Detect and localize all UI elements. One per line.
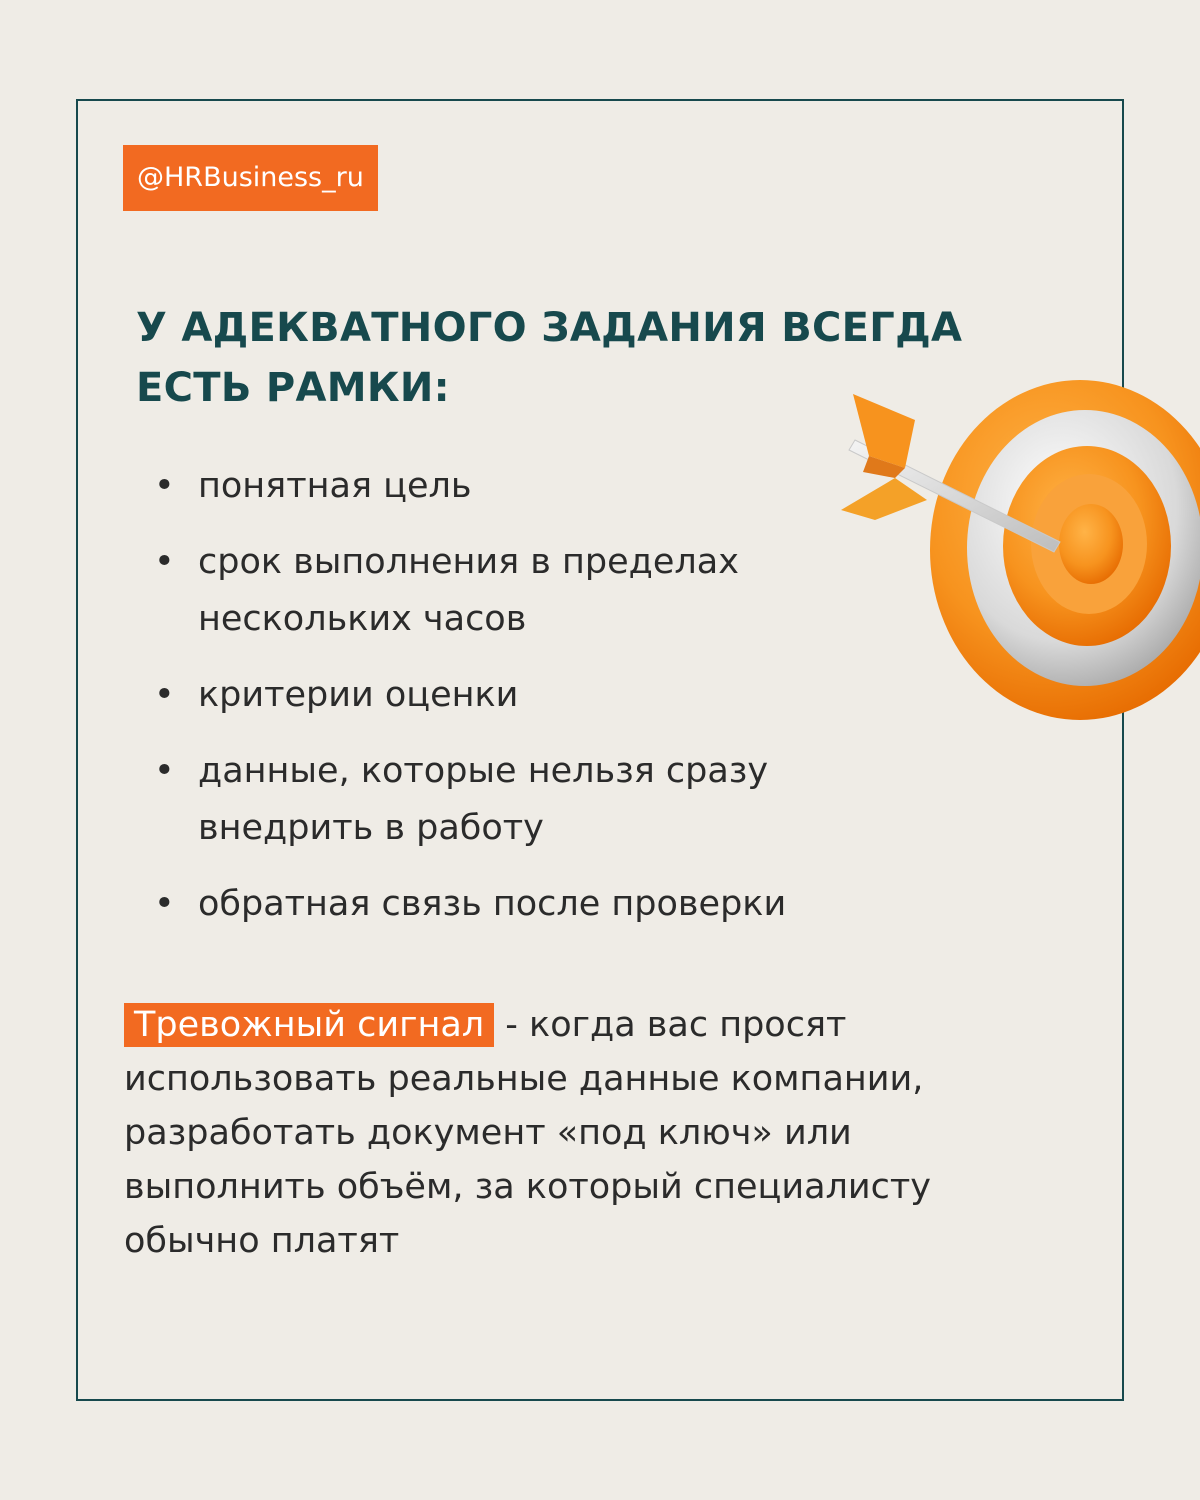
- warning-highlight: Тревожный сигнал: [124, 1003, 494, 1047]
- warning-paragraph: [124, 998, 1024, 1268]
- title-line-2: ЕСТЬ РАМКИ:: [136, 365, 450, 411]
- warning-text: - когда вас просят использовать реальные данные компании, разработать документ «под ключ» или выполнить объём, за который специалисту обычно платят: [124, 1005, 932, 1261]
- target-with-arrow-icon: [835, 360, 1200, 760]
- list-item: • срок выполнения в пределах нескольких часов: [150, 534, 910, 648]
- list-item: • обратная связь после проверки: [150, 876, 910, 933]
- list-item: • критерии оценки: [150, 667, 910, 724]
- criteria-list: [150, 458, 910, 952]
- account-handle-badge[interactable]: @HRBusiness_ru: [123, 145, 378, 211]
- list-item: • понятная цель: [150, 458, 910, 515]
- list-item: • данные, которые нельзя сразу внедрить в работу: [150, 743, 910, 857]
- title-line-1: У АДЕКВАТНОГО ЗАДАНИЯ ВСЕГДА: [136, 305, 963, 351]
